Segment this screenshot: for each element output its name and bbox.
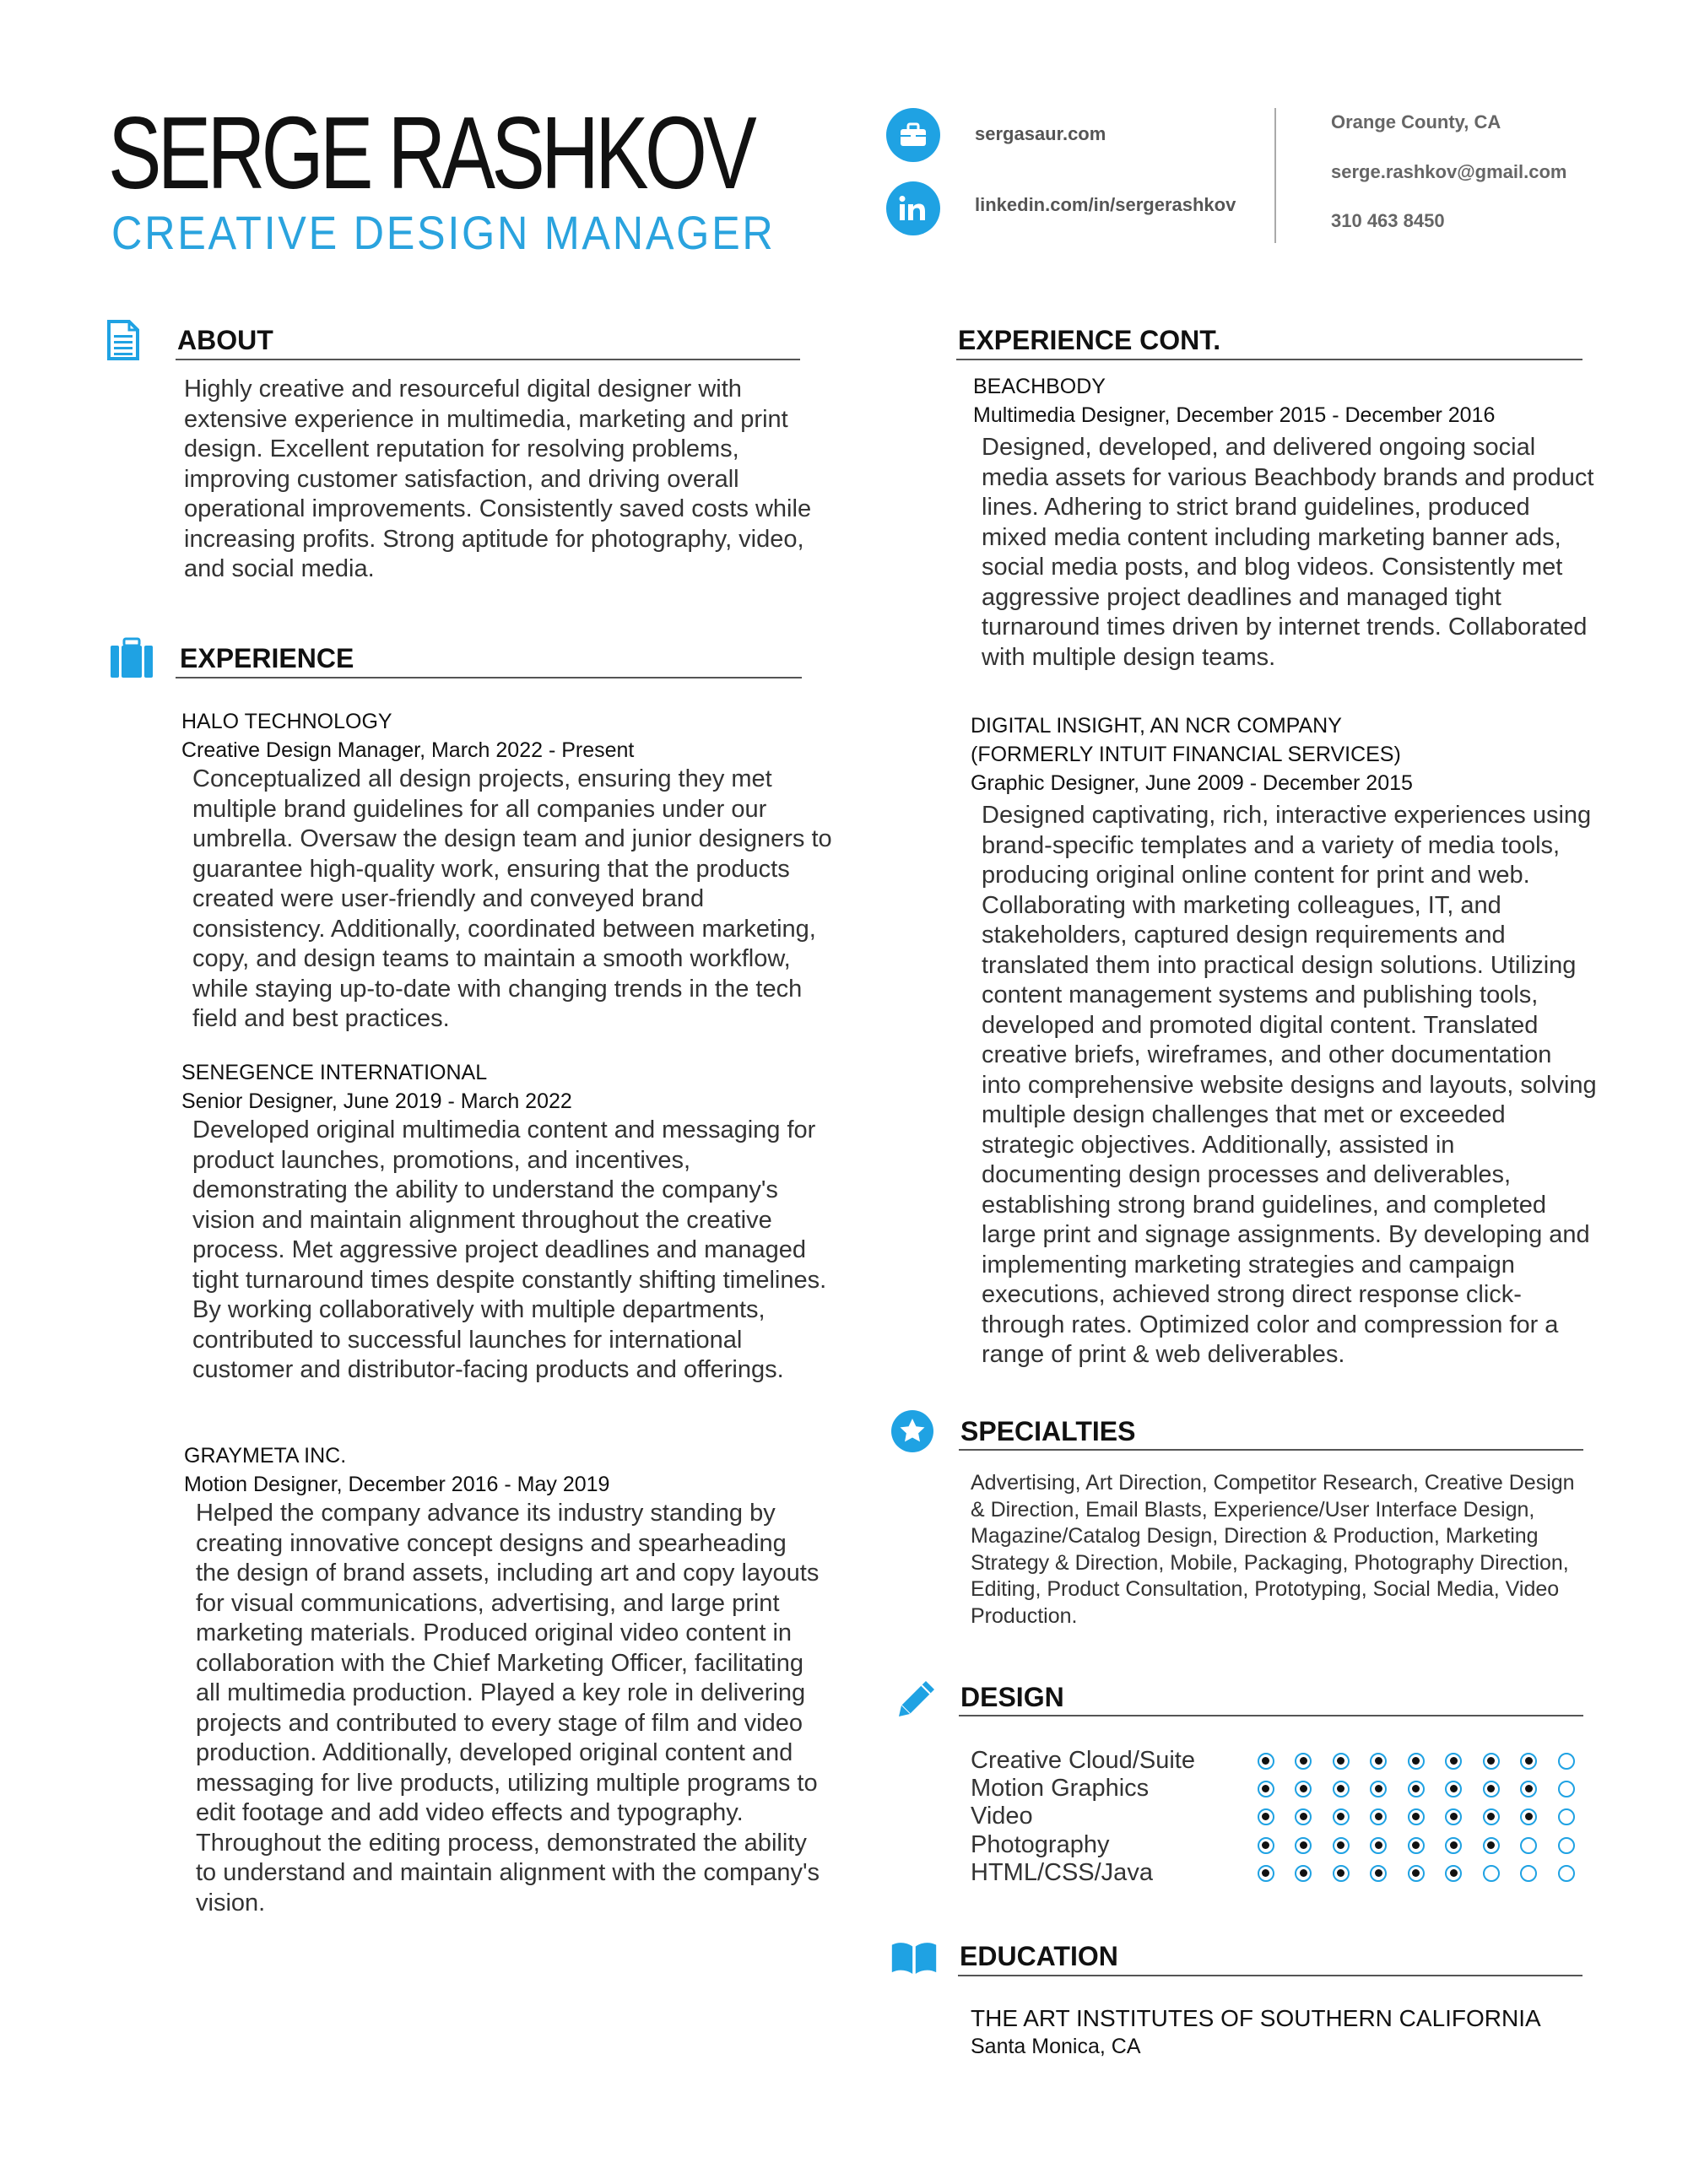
- job-role: Creative Design Manager, March 2022 - Present: [181, 738, 635, 762]
- linkedin-icon: [886, 181, 940, 235]
- job-company-former: (FORMERLY INTUIT FINANCIAL SERVICES): [971, 743, 1401, 766]
- experience-heading: EXPERIENCE: [180, 643, 354, 673]
- specialties-text: Advertising, Art Direction, Competitor Research, Creative Design & Direction, Email Blasts, Experience/User Interface Design, Magazine/Catalog Design, Direction & Production, Marketing Strategy & Direction, Mobile, Packaging, Photography Direction, Editing, Product Consultation, Prototyping, Social Media, Video Production.: [971, 1471, 1575, 1628]
- rating-dot-filled: [1483, 1808, 1500, 1825]
- job-description: Conceptualized all design projects, ensuring they met multiple brand guidelines for all companies under our umbrella. Oversaw the design team and junior designers to guarantee high-quality work, ensuring that the products created were user-friendly and conveyed brand consistency. Additionally, coordinated between marketing, copy, and design teams to maintain a smooth workflow, while staying up-to-date with changing trends in the tech field and best practices.: [192, 765, 832, 1032]
- about-rule: [176, 359, 800, 360]
- job-role: Graphic Designer, June 2009 - December 2015: [971, 771, 1413, 795]
- rating-dot-filled: [1258, 1865, 1274, 1882]
- job-description: Helped the company advance its industry standing by creating innovative concept designs and spearheading the design of brand assets, including art and copy layouts for visual communications, advertising, and large print marketing materials. Produced original video content in collaboration with the Chief Marketing Officer, facilitating all multimedia production. Played a key role in delivering projects and contributed to every stage of film and video production. Additionally, developed original content and messaging for live products, utilizing multiple programs to edit footage and add video effects and typography. Throughout the editing process, demonstrated the ability to understand and maintain alignment with the company's vision.: [196, 1500, 820, 1916]
- job-company: DIGITAL INSIGHT, AN NCR COMPANY: [971, 714, 1342, 738]
- skill-row: [971, 1775, 1595, 1803]
- book-icon: [890, 1934, 938, 1981]
- website-link[interactable]: sergasaur.com: [975, 123, 1106, 144]
- rating-dot-filled: [1333, 1753, 1350, 1770]
- rating-dot-filled: [1370, 1808, 1387, 1825]
- email[interactable]: serge.rashkov@gmail.com: [1331, 161, 1567, 182]
- rating-dot-filled: [1408, 1837, 1425, 1854]
- skill-row: [971, 1747, 1595, 1775]
- education-school: THE ART INSTITUTES OF SOUTHERN CALIFORNIA: [971, 2005, 1541, 2031]
- candidate-name: SERGE RASHKOV: [108, 95, 754, 210]
- education-location: Santa Monica, CA: [971, 2035, 1141, 2058]
- rating-dot-empty: [1558, 1781, 1575, 1797]
- rating-dot-filled: [1370, 1865, 1387, 1882]
- job-role: Motion Designer, December 2016 - May 2019: [184, 1473, 610, 1496]
- rating-dot-filled: [1370, 1837, 1387, 1854]
- rating-dot-filled: [1520, 1808, 1537, 1825]
- skill-rating: [1258, 1865, 1596, 1882]
- experience-cont-rule: [956, 359, 1582, 360]
- rating-dot-filled: [1333, 1865, 1350, 1882]
- job-company: HALO TECHNOLOGY: [181, 710, 392, 733]
- specialties-rule: [959, 1449, 1583, 1451]
- rating-dot-empty: [1558, 1808, 1575, 1825]
- job-role: Multimedia Designer, December 2015 - December 2016: [973, 403, 1496, 427]
- skill-name: Creative Cloud/Suite: [971, 1747, 1195, 1774]
- rating-dot-filled: [1295, 1865, 1312, 1882]
- phone: 310 463 8450: [1331, 210, 1445, 231]
- rating-dot-filled: [1333, 1837, 1350, 1854]
- rating-dot-filled: [1483, 1781, 1500, 1797]
- skill-rating: [1258, 1753, 1596, 1770]
- skill-name: HTML/CSS/Java: [971, 1859, 1153, 1886]
- rating-dot-filled: [1258, 1808, 1274, 1825]
- skill-rating: [1258, 1837, 1596, 1854]
- rating-dot-empty: [1483, 1865, 1500, 1882]
- rating-dot-filled: [1408, 1865, 1425, 1882]
- rating-dot-filled: [1520, 1753, 1537, 1770]
- skill-rating: [1258, 1781, 1596, 1797]
- about-heading: ABOUT: [177, 325, 273, 355]
- location: Orange County, CA: [1331, 111, 1501, 132]
- rating-dot-filled: [1258, 1837, 1274, 1854]
- skill-rating: [1258, 1808, 1596, 1825]
- linkedin-link[interactable]: linkedin.com/in/sergerashkov: [975, 194, 1236, 215]
- star-icon: [889, 1408, 936, 1455]
- rating-dot-filled: [1295, 1837, 1312, 1854]
- specialties-heading: SPECIALTIES: [960, 1416, 1136, 1446]
- education-heading: EDUCATION: [960, 1941, 1118, 1971]
- briefcase-icon: [886, 108, 940, 162]
- skill-row: [971, 1831, 1595, 1859]
- job-title: CREATIVE DESIGN MANAGER: [111, 206, 776, 259]
- design-heading: DESIGN: [960, 1682, 1064, 1712]
- rating-dot-filled: [1483, 1837, 1500, 1854]
- rating-dot-filled: [1370, 1781, 1387, 1797]
- skill-row: [971, 1803, 1595, 1830]
- rating-dot-filled: [1295, 1753, 1312, 1770]
- rating-dot-filled: [1370, 1753, 1387, 1770]
- rating-dot-filled: [1445, 1808, 1462, 1825]
- rating-dot-filled: [1333, 1781, 1350, 1797]
- job-role: Senior Designer, June 2019 - March 2022: [181, 1089, 572, 1113]
- job-company: BEACHBODY: [973, 375, 1106, 398]
- rating-dot-filled: [1333, 1808, 1350, 1825]
- job-description: Designed, developed, and delivered ongoing social media assets for various Beachbody brands and product lines. Adhering to strict brand guidelines, produced mixed media content including marketing banner ads, social media posts, and blog videos. Consistently met aggressive project deadlines and managed tight turnaround times driven by internet trends. Collaborated with multiple design teams.: [982, 434, 1594, 671]
- luggage-icon: [108, 635, 155, 682]
- rating-dot-empty: [1558, 1753, 1575, 1770]
- rating-dot-empty: [1520, 1865, 1537, 1882]
- rating-dot-filled: [1483, 1753, 1500, 1770]
- rating-dot-filled: [1445, 1781, 1462, 1797]
- rating-dot-filled: [1408, 1781, 1425, 1797]
- rating-dot-filled: [1258, 1781, 1274, 1797]
- design-rule: [959, 1715, 1583, 1716]
- skill-name: Motion Graphics: [971, 1775, 1150, 1802]
- skill-row: [971, 1859, 1595, 1887]
- rating-dot-empty: [1558, 1837, 1575, 1854]
- rating-dot-empty: [1520, 1837, 1537, 1854]
- experience-cont-heading: EXPERIENCE CONT.: [958, 325, 1221, 355]
- skill-name: Video: [971, 1803, 1033, 1830]
- experience-rule: [176, 677, 802, 678]
- pencil-icon: [893, 1675, 940, 1722]
- job-description: Developed original multimedia content and messaging for product launches, promotions, and incentives, demonstrating the ability to understand the company's vision and maintain alignment throughout the creative process. Met aggressive project deadlines and managed tight turnaround times despite constantly shifting timelines. By working collaboratively with multiple departments, contributed to successful launches for international customer and distributor-facing products and offerings.: [192, 1116, 827, 1383]
- job-company: GRAYMETA INC.: [184, 1444, 347, 1468]
- rating-dot-filled: [1258, 1753, 1274, 1770]
- document-icon: [100, 316, 147, 364]
- job-company: SENEGENCE INTERNATIONAL: [181, 1061, 488, 1084]
- rating-dot-filled: [1408, 1753, 1425, 1770]
- rating-dot-filled: [1520, 1781, 1537, 1797]
- rating-dot-filled: [1408, 1808, 1425, 1825]
- rating-dot-filled: [1295, 1781, 1312, 1797]
- rating-dot-filled: [1445, 1865, 1462, 1882]
- rating-dot-filled: [1445, 1753, 1462, 1770]
- rating-dot-empty: [1558, 1865, 1575, 1882]
- skill-name: Photography: [971, 1831, 1110, 1858]
- rating-dot-filled: [1295, 1808, 1312, 1825]
- about-text: Highly creative and resourceful digital designer with extensive experience in multimedia, marketing and print design. Excellent reputation for resolving problems, improving customer satisfaction, and driving overall operational improvements. Consistently saved costs while increasing profits. Strong aptitude for photography, video, and social media.: [184, 376, 812, 582]
- header-divider: [1274, 108, 1276, 243]
- rating-dot-filled: [1445, 1837, 1462, 1854]
- job-description: Designed captivating, rich, interactive experiences using brand-specific templates and a variety of media tools, producing original online content for print and web. Collaborating with marketing colleagues, IT, and stakeholders, captured design requirements and translated them into practical design solutions. Utilizing content management systems and publishing tools, developed and promoted digital content. Translated creative briefs, wireframes, and other documentation into comprehensive website designs and layouts, solving multiple design challenges that met or exceeded strategic objectives. Additionally, assisted in documenting design processes and deliverables, establishing strong brand guidelines, and completed large print and signage assignments. By developing and implementing marketing strategies and campaign executions, achieved strong direct response click-through rates. Optimized color and compression for a range of print & web deliverables.: [982, 802, 1597, 1368]
- education-rule: [958, 1975, 1582, 1976]
